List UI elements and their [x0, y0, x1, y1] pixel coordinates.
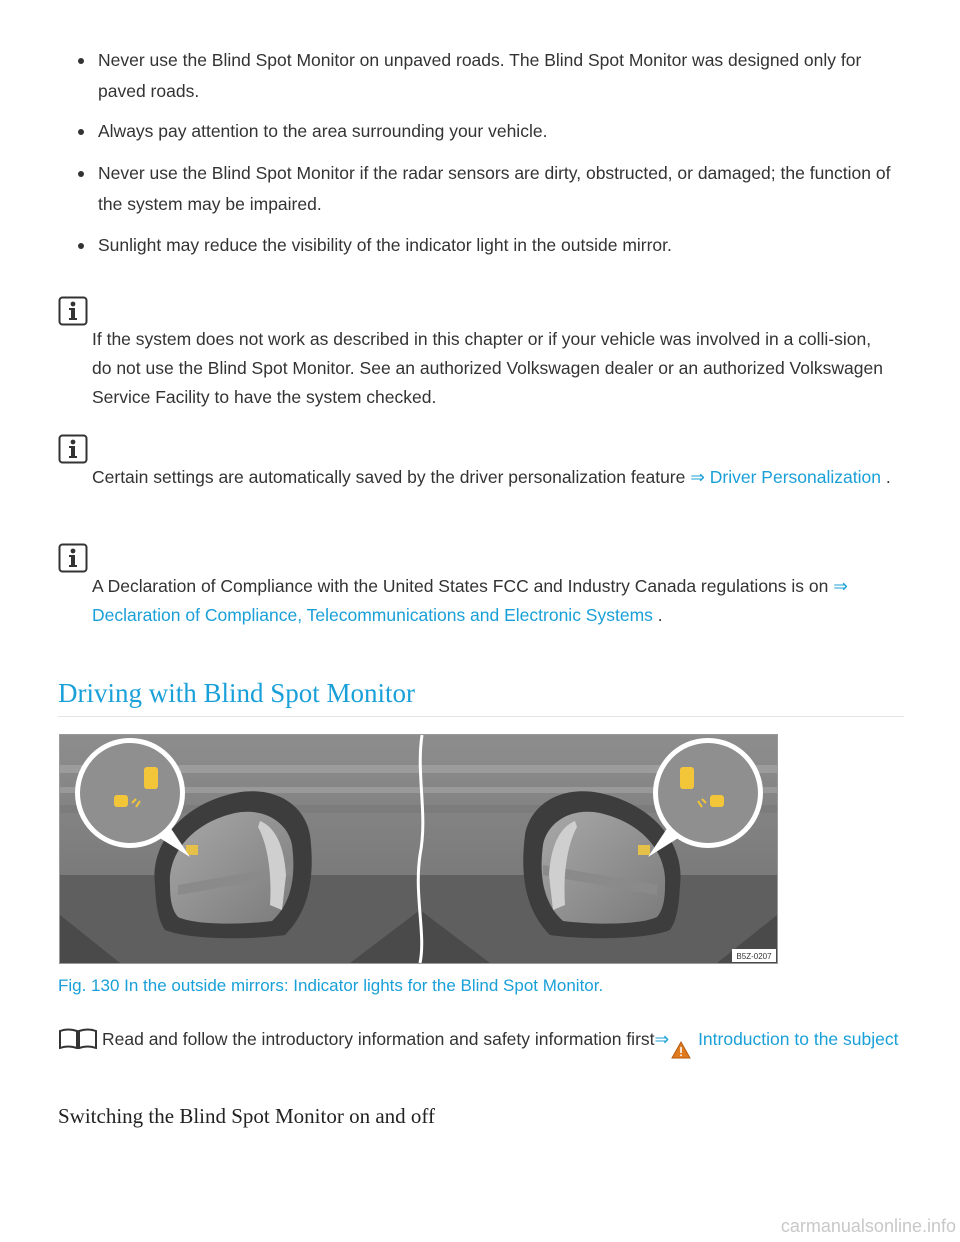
driver-personalization-link[interactable]: ⇒ Driver Personalization	[690, 467, 881, 487]
bullet-item: Always pay attention to the area surrounding your vehicle.	[98, 116, 898, 147]
car-indicator-icon	[680, 767, 694, 789]
info-icon	[58, 296, 88, 326]
note-period: .	[657, 605, 663, 625]
note-text	[92, 463, 892, 492]
car-indicator-icon	[710, 795, 724, 807]
info-icon	[58, 543, 88, 573]
figure-mirror-illustration	[59, 734, 778, 964]
bullet-item: Sunlight may reduce the visibility of the indicator light in the outside mirror.	[98, 230, 898, 261]
mirror-illustration	[60, 735, 777, 963]
car-indicator-icon	[144, 767, 158, 789]
introduction-link[interactable]: Introduction to the subject	[698, 1029, 899, 1049]
bullet-item: Never use the Blind Spot Monitor if the radar sensors are dirty, obstructed, or damaged; the function of the system may be impaired.	[98, 158, 898, 220]
declaration-of-compliance-link[interactable]: ⇒ Declaration of Compliance, Telecommunications and Electronic Systems	[92, 576, 848, 625]
info-icon	[58, 434, 88, 464]
subheading: Switching the Blind Spot Monitor on and off	[58, 1104, 436, 1128]
section-heading: Driving with Blind Spot Monitor	[58, 674, 904, 717]
note-body: Certain settings are automatically saved by the driver personalization feature	[92, 467, 686, 487]
figure-caption: Fig. 130 In the outside mirrors: Indicator lights for the Blind Spot Monitor.	[58, 976, 604, 995]
note-text: If the system does not work as described in this chapter or if your vehicle was involved in a colli-sion, do not use the Blind Spot Monitor. See an authorized Volkswagen dealer or an authorized Volkswagen Service Facility to have the system checked.	[92, 329, 883, 407]
read-first-line	[58, 1024, 908, 1059]
note-period: .	[885, 467, 891, 487]
bullet-item: Never use the Blind Spot Monitor on unpaved roads. The Blind Spot Monitor was designed only for paved roads.	[98, 45, 898, 107]
watermark: carmanualsonline.info	[780, 1216, 956, 1236]
book-icon	[58, 1027, 98, 1049]
car-indicator-icon	[114, 795, 128, 807]
read-first-text: Read and follow the introductory information and safety information first	[102, 1029, 655, 1049]
read-first-arrow[interactable]: ⇒	[654, 1029, 670, 1049]
warning-triangle-icon	[671, 1041, 691, 1059]
figure-code: B5Z-0207	[736, 952, 772, 961]
note-text	[92, 572, 892, 630]
note-body: A Declaration of Compliance with the United States FCC and Industry Canada regulations is on	[92, 576, 829, 596]
